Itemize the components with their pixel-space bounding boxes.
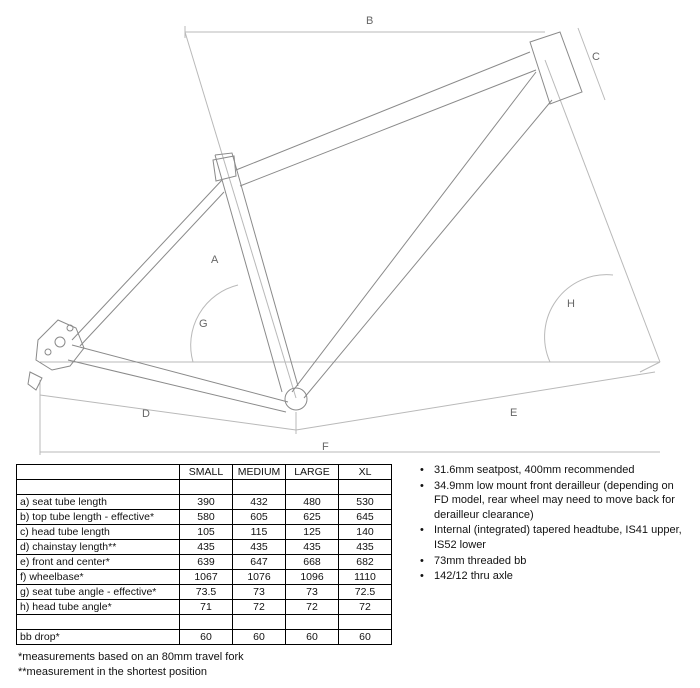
row-label: f) wheelbase*	[17, 570, 180, 585]
dimension-label-d: D	[142, 408, 150, 420]
table-row	[17, 585, 392, 600]
dimension-d-line	[40, 395, 296, 430]
row-label: b) top tube length - effective*	[17, 510, 180, 525]
construction-line	[185, 32, 296, 398]
bike-frame	[28, 32, 582, 412]
spec-note	[418, 523, 688, 552]
head-tube	[530, 32, 582, 104]
seat-collar	[213, 156, 236, 181]
spec-note-text: 31.6mm seatpost, 400mm recommended	[434, 464, 635, 476]
table-cell: 435	[180, 540, 233, 555]
row-label: g) seat tube angle - effective*	[17, 585, 180, 600]
table-row	[17, 600, 392, 615]
footnote: *measurements based on an 80mm travel fork	[18, 651, 244, 663]
dimension-label-c: C	[592, 51, 600, 63]
table-cell: 72.5	[339, 585, 392, 600]
table-cell: 432	[233, 495, 286, 510]
row-label: d) chainstay length**	[17, 540, 180, 555]
table-cell: 73.5	[180, 585, 233, 600]
table-cell: 1096	[286, 570, 339, 585]
chain-stay	[68, 345, 288, 412]
table-cell: 668	[286, 555, 339, 570]
dimension-label-f: F	[322, 441, 329, 453]
footnote: **measurement in the shortest position	[18, 666, 207, 678]
table-cell: 530	[339, 495, 392, 510]
table-cell: 72	[286, 600, 339, 615]
dimension-label-a: A	[211, 254, 219, 266]
spec-note-text: 34.9mm low mount front derailleur (depending on FD model, rear wheel may need to move back for derailleur clearance)	[434, 479, 675, 521]
bullet-icon: •	[420, 524, 424, 537]
table-cell: 60	[339, 630, 392, 645]
row-label: bb drop*	[17, 630, 180, 645]
seat-tube	[215, 153, 298, 392]
table-cell: 625	[286, 510, 339, 525]
table-spacer-row	[17, 615, 392, 630]
dimension-label-h: H	[567, 298, 575, 310]
bullet-icon: •	[420, 464, 424, 476]
seat-angle-arc	[191, 285, 238, 362]
table-cell: 647	[233, 555, 286, 570]
table-cell: 580	[180, 510, 233, 525]
table-cell: 60	[286, 630, 339, 645]
head-tube-axis-line	[545, 60, 660, 362]
table-cell: 605	[233, 510, 286, 525]
table-row	[17, 555, 392, 570]
spec-note-text: 73mm threaded bb	[434, 554, 527, 567]
column-header: MEDIUM	[233, 465, 286, 480]
bottom-bracket	[285, 388, 307, 410]
spec-note-text: 142/12 thru axle	[434, 570, 513, 583]
bullet-icon: •	[420, 554, 424, 567]
spec-note	[418, 554, 688, 569]
table-cell: 390	[180, 495, 233, 510]
table-cell: 72	[233, 600, 286, 615]
table-cell: 73	[233, 585, 286, 600]
table-row	[17, 540, 392, 555]
column-header: SMALL	[180, 465, 233, 480]
dimension-e-line	[296, 372, 655, 430]
top-tube	[236, 52, 536, 186]
table-cell: 435	[233, 540, 286, 555]
table-cell: 140	[339, 525, 392, 540]
table-cell: 645	[339, 510, 392, 525]
footnotes	[18, 650, 244, 680]
ground-reference-line-end	[640, 362, 660, 372]
table-cell: 72	[339, 600, 392, 615]
geometry-table	[16, 464, 392, 645]
table-cell: 435	[339, 540, 392, 555]
table-cell: 639	[180, 555, 233, 570]
table-cell: 60	[180, 630, 233, 645]
row-label: e) front and center*	[17, 555, 180, 570]
row-label: c) head tube length	[17, 525, 180, 540]
spec-note	[418, 479, 688, 523]
down-tube	[292, 72, 552, 398]
table-row	[17, 495, 392, 510]
column-header: LARGE	[286, 465, 339, 480]
bullet-icon: •	[420, 479, 424, 492]
table-spacer-row	[17, 480, 392, 495]
table-cell: 682	[339, 555, 392, 570]
spec-note	[418, 569, 688, 584]
table-cell: 73	[286, 585, 339, 600]
table-cell: 105	[180, 525, 233, 540]
row-label: h) head tube angle*	[17, 600, 180, 615]
column-header: XL	[339, 465, 392, 480]
row-label: a) seat tube length	[17, 495, 180, 510]
table-cell: 1067	[180, 570, 233, 585]
table-header-row	[17, 465, 392, 480]
table-row	[17, 630, 392, 645]
dimension-label-b: B	[366, 15, 374, 27]
table-cell: 1076	[233, 570, 286, 585]
table-cell: 71	[180, 600, 233, 615]
spec-note	[418, 463, 688, 478]
table-cell: 125	[286, 525, 339, 540]
table-cell: 115	[233, 525, 286, 540]
spec-notes-list	[418, 463, 688, 585]
table-row	[17, 510, 392, 525]
table-cell: 1110	[339, 570, 392, 585]
head-angle-arc	[545, 275, 613, 362]
table-cell: 60	[233, 630, 286, 645]
table-row	[17, 570, 392, 585]
dimension-label-g: G	[199, 318, 208, 330]
spec-note-text: Internal (integrated) tapered headtube, IS41 upper, IS52 lower	[434, 524, 682, 551]
table-cell: 480	[286, 495, 339, 510]
bullet-icon: •	[420, 570, 424, 583]
table-row	[17, 525, 392, 540]
dimension-label-e: E	[510, 407, 518, 419]
table-cell: 435	[286, 540, 339, 555]
